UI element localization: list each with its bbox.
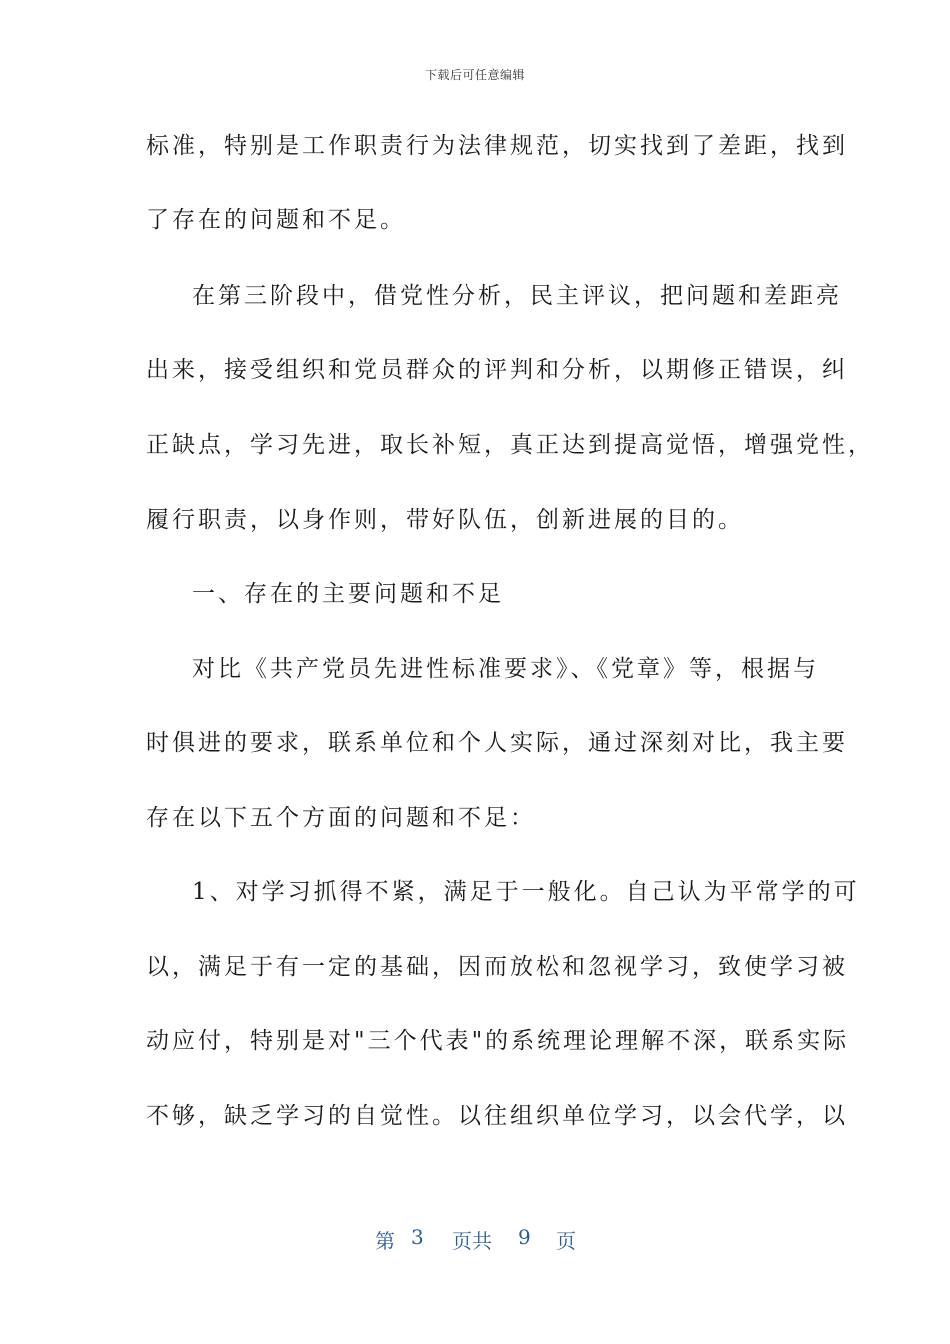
- paragraph-line: 动应付，特别是对"三个代表"的系统理论理解不深，联系实际: [146, 1028, 850, 1054]
- paragraph-line: 时俱进的要求，联系单位和个人实际，通过深刻对比，我主要: [146, 730, 848, 756]
- paragraph-line: 不够，缺乏学习的自觉性。以往组织单位学习，以会代学，以: [146, 1103, 848, 1129]
- paragraph-line: 以，满足于有一定的基础，因而放松和忽视学习，致使学习被: [146, 954, 848, 980]
- paragraph-line: 1、对学习抓得不紧，满足于一般化。自己认为平常学的可: [192, 879, 860, 905]
- paragraph-line: 在第三阶段中，借党性分析，民主评议，把问题和差距亮: [192, 283, 842, 309]
- page-label-suffix: 页: [556, 1229, 576, 1253]
- paragraph-line: 出来，接受组织和党员群众的评判和分析，以期修正错误，纠: [146, 357, 848, 383]
- paragraph-line: 了存在的问题和不足。: [146, 207, 406, 233]
- paragraph-line: 对比《共产党员先进性标准要求》、《党章》等，根据与: [192, 656, 819, 682]
- header-note: 下载后可任意编辑: [424, 68, 525, 82]
- paragraph-line: 正缺点，学习先进，取长补短，真正达到提高觉悟，增强党性，: [146, 432, 874, 458]
- page-footer: [0, 1225, 950, 1255]
- page-label-mid: 页共: [452, 1229, 492, 1253]
- paragraph-line: 存在以下五个方面的问题和不足：: [146, 805, 536, 831]
- paragraph-line: 履行职责，以身作则，带好队伍，创新进展的目的。: [146, 507, 744, 533]
- page-label-prefix: 第: [375, 1229, 395, 1253]
- current-page-number: 3: [411, 1225, 424, 1249]
- total-pages-number: 9: [518, 1225, 531, 1249]
- section-heading: 一、存在的主要问题和不足: [192, 581, 504, 607]
- paragraph-line: 标准，特别是工作职责行为法律规范，切实找到了差距，找到: [146, 133, 848, 159]
